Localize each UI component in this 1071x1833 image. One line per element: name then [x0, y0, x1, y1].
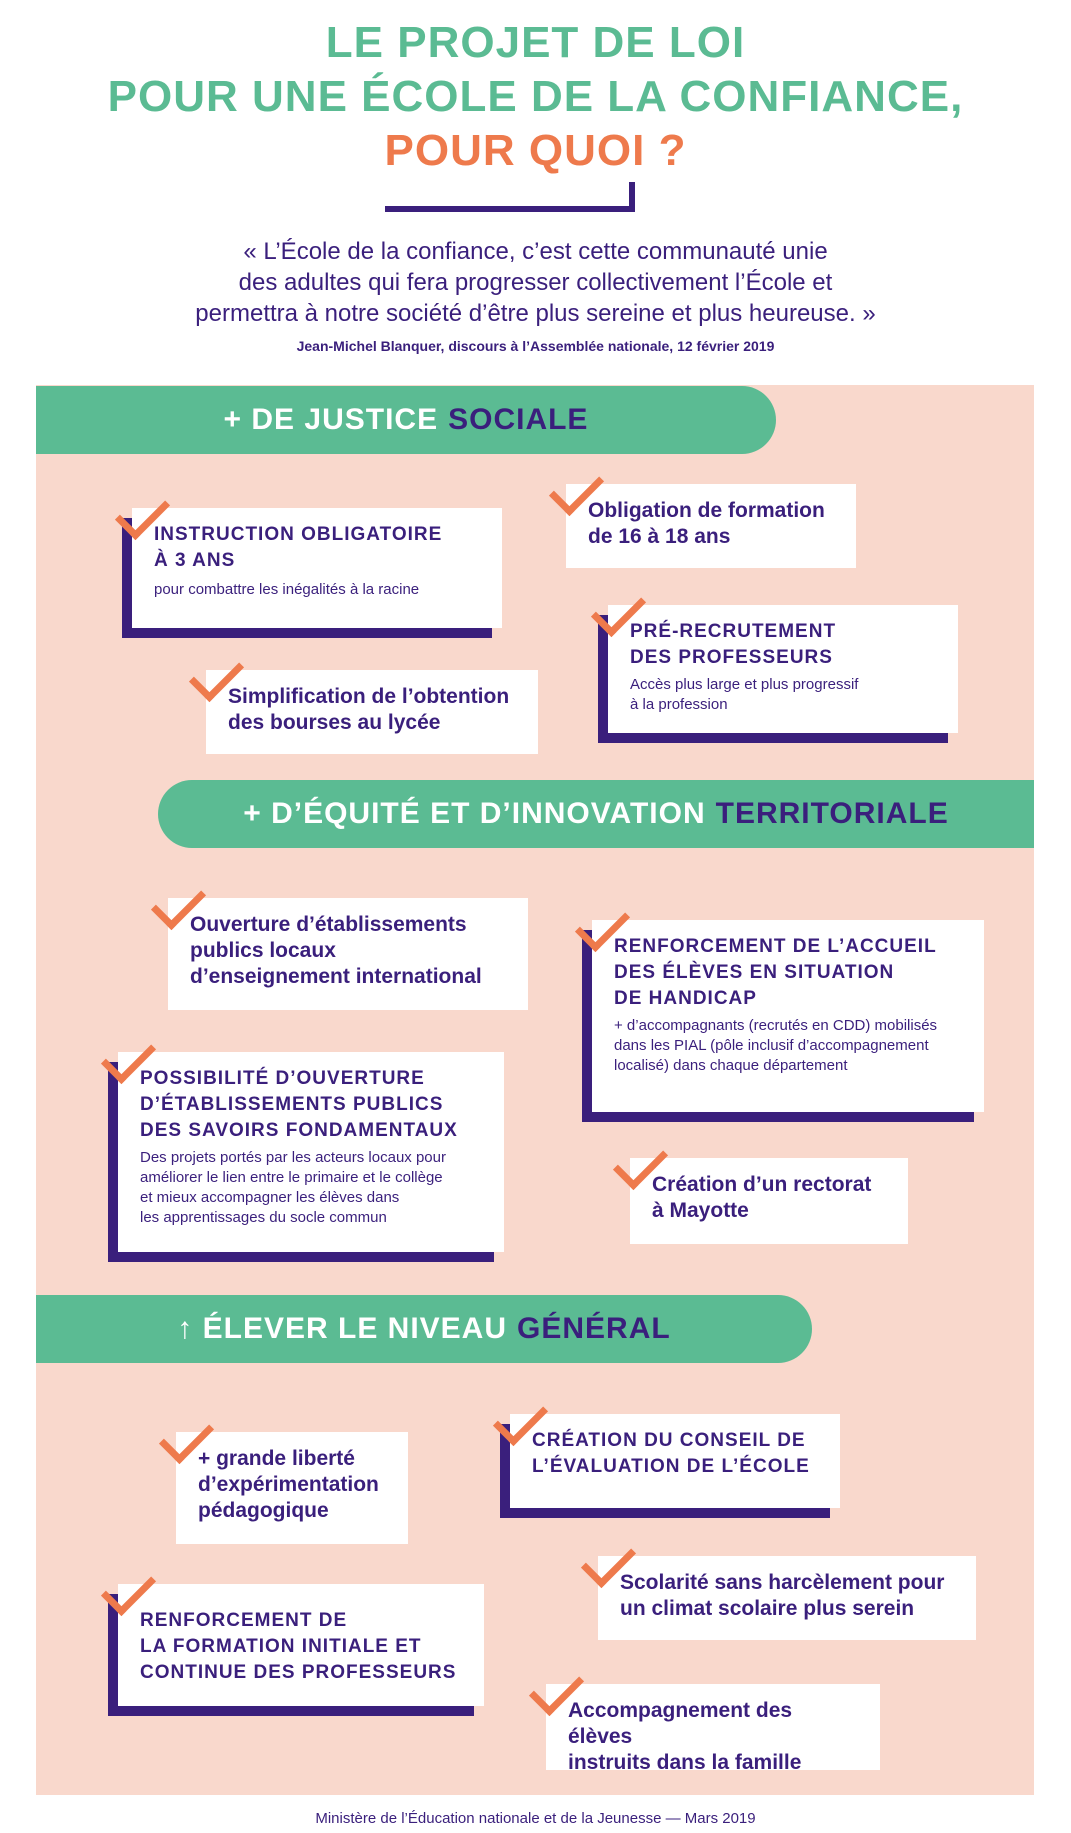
card-text: d’expérimentation	[198, 1473, 379, 1496]
card-title: DES PROFESSEURS	[630, 647, 833, 668]
card-conseil-evaluation	[510, 1414, 840, 1508]
card-text: publics locaux	[190, 939, 336, 962]
card-title: D’ÉTABLISSEMENTS PUBLICS	[140, 1094, 444, 1115]
card-title: RENFORCEMENT DE	[140, 1610, 348, 1631]
card-subtitle: améliorer le lien entre le primaire et le collège	[140, 1169, 443, 1186]
card-accueil-handicap	[592, 920, 984, 1112]
card-obligation-formation	[566, 484, 856, 568]
card-text: Obligation de formation	[588, 499, 825, 522]
title-line-1: LE PROJET DE LOI	[325, 18, 746, 67]
card-title: INSTRUCTION OBLIGATOIRE	[154, 524, 443, 545]
card-pre-recrutement	[608, 605, 958, 733]
card-text: Création d’un rectorat	[652, 1173, 872, 1196]
card-text: d’enseignement international	[190, 965, 482, 988]
card-liberte-experimentation	[176, 1432, 408, 1544]
quote-author: Jean-Michel Blanquer, discours à l’Assemblée nationale, 12 février 2019	[296, 338, 775, 354]
card-subtitle: + d’accompagnants (recrutés en CDD) mobilisés	[614, 1017, 938, 1034]
card-title: LA FORMATION INITIALE ET	[140, 1636, 422, 1657]
card-text: Accompagnement des élèves	[568, 1699, 793, 1748]
card-text: des bourses au lycée	[228, 711, 441, 734]
card-subtitle: localisé) dans chaque département	[614, 1057, 848, 1074]
card-text: Scolarité sans harcèlement pour	[620, 1571, 945, 1594]
card-subtitle: Des projets portés par les acteurs locaux pour	[140, 1149, 446, 1166]
quote-line: des adultes qui fera progresser collectivement l’École et	[238, 269, 833, 296]
card-text: + grande liberté	[198, 1447, 355, 1470]
banner-prefix: + D’ÉQUITÉ ET D’INNOVATION	[243, 797, 706, 830]
card-scolarite-harcelement	[598, 1556, 976, 1640]
section-banner-equite-territoriale	[158, 780, 1034, 848]
card-text: de 16 à 18 ans	[588, 525, 731, 548]
card-formation-professeurs	[118, 1584, 484, 1706]
quote-line: permettra à notre société d’être plus sereine et plus heureuse. »	[195, 300, 876, 327]
card-subtitle: dans les PIAL (pôle inclusif d’accompagnement	[614, 1037, 929, 1054]
card-title: CONTINUE DES PROFESSEURS	[140, 1662, 457, 1683]
card-text: instruits dans la famille	[568, 1751, 802, 1774]
banner-accent: SOCIALE	[448, 403, 589, 436]
section-banner-justice-sociale	[36, 386, 776, 454]
title-underline	[385, 182, 635, 212]
card-subtitle: les apprentissages du socle commun	[140, 1209, 387, 1226]
card-title: DES ÉLÈVES EN SITUATION	[614, 962, 895, 983]
card-simplification-bourses	[206, 670, 538, 754]
section-banner-niveau-general	[36, 1295, 812, 1363]
card-subtitle: pour combattre les inégalités à la racine	[154, 581, 420, 598]
footer-credit: Ministère de l’Éducation nationale et de la Jeunesse — Mars 2019	[315, 1810, 756, 1827]
card-text: pédagogique	[198, 1499, 329, 1522]
card-text: à Mayotte	[652, 1199, 749, 1222]
card-instruction-obligatoire	[132, 508, 502, 628]
card-text: un climat scolaire plus serein	[620, 1597, 915, 1620]
quote-line: « L’École de la confiance, c’est cette communauté unie	[243, 238, 828, 265]
card-rectorat-mayotte	[630, 1158, 908, 1244]
card-title: CRÉATION DU CONSEIL DE	[532, 1430, 806, 1451]
card-savoirs-fondamentaux	[118, 1052, 504, 1252]
card-title: POSSIBILITÉ D’OUVERTURE	[140, 1068, 425, 1089]
card-title: À 3 ANS	[154, 550, 236, 571]
card-title: DE HANDICAP	[614, 988, 757, 1009]
title-line-3: POUR QUOI ?	[384, 126, 687, 175]
card-title: RENFORCEMENT DE L’ACCUEIL	[614, 936, 937, 957]
quote	[80, 236, 991, 329]
card-text: Simplification de l’obtention	[228, 685, 510, 708]
card-subtitle: et mieux accompagner les élèves dans	[140, 1189, 400, 1206]
banner-prefix: ↑ ÉLEVER LE NIVEAU	[177, 1312, 508, 1345]
card-title: L’ÉVALUATION DE L’ÉCOLE	[532, 1456, 810, 1477]
card-subtitle: Accès plus large et plus progressif	[630, 676, 859, 693]
banner-accent: GÉNÉRAL	[517, 1312, 671, 1345]
card-subtitle: à la profession	[630, 696, 728, 713]
banner-prefix: + DE JUSTICE	[223, 403, 439, 436]
card-title: PRÉ-RECRUTEMENT	[630, 621, 837, 642]
card-text: Ouverture d’établissements	[190, 913, 467, 936]
card-accompagnement-famille	[546, 1684, 880, 1774]
card-ouverture-international	[168, 898, 528, 1010]
title-line-2: POUR UNE ÉCOLE DE LA CONFIANCE,	[107, 72, 964, 121]
banner-accent: TERRITORIALE	[715, 797, 949, 830]
card-title: DES SAVOIRS FONDAMENTAUX	[140, 1120, 458, 1141]
